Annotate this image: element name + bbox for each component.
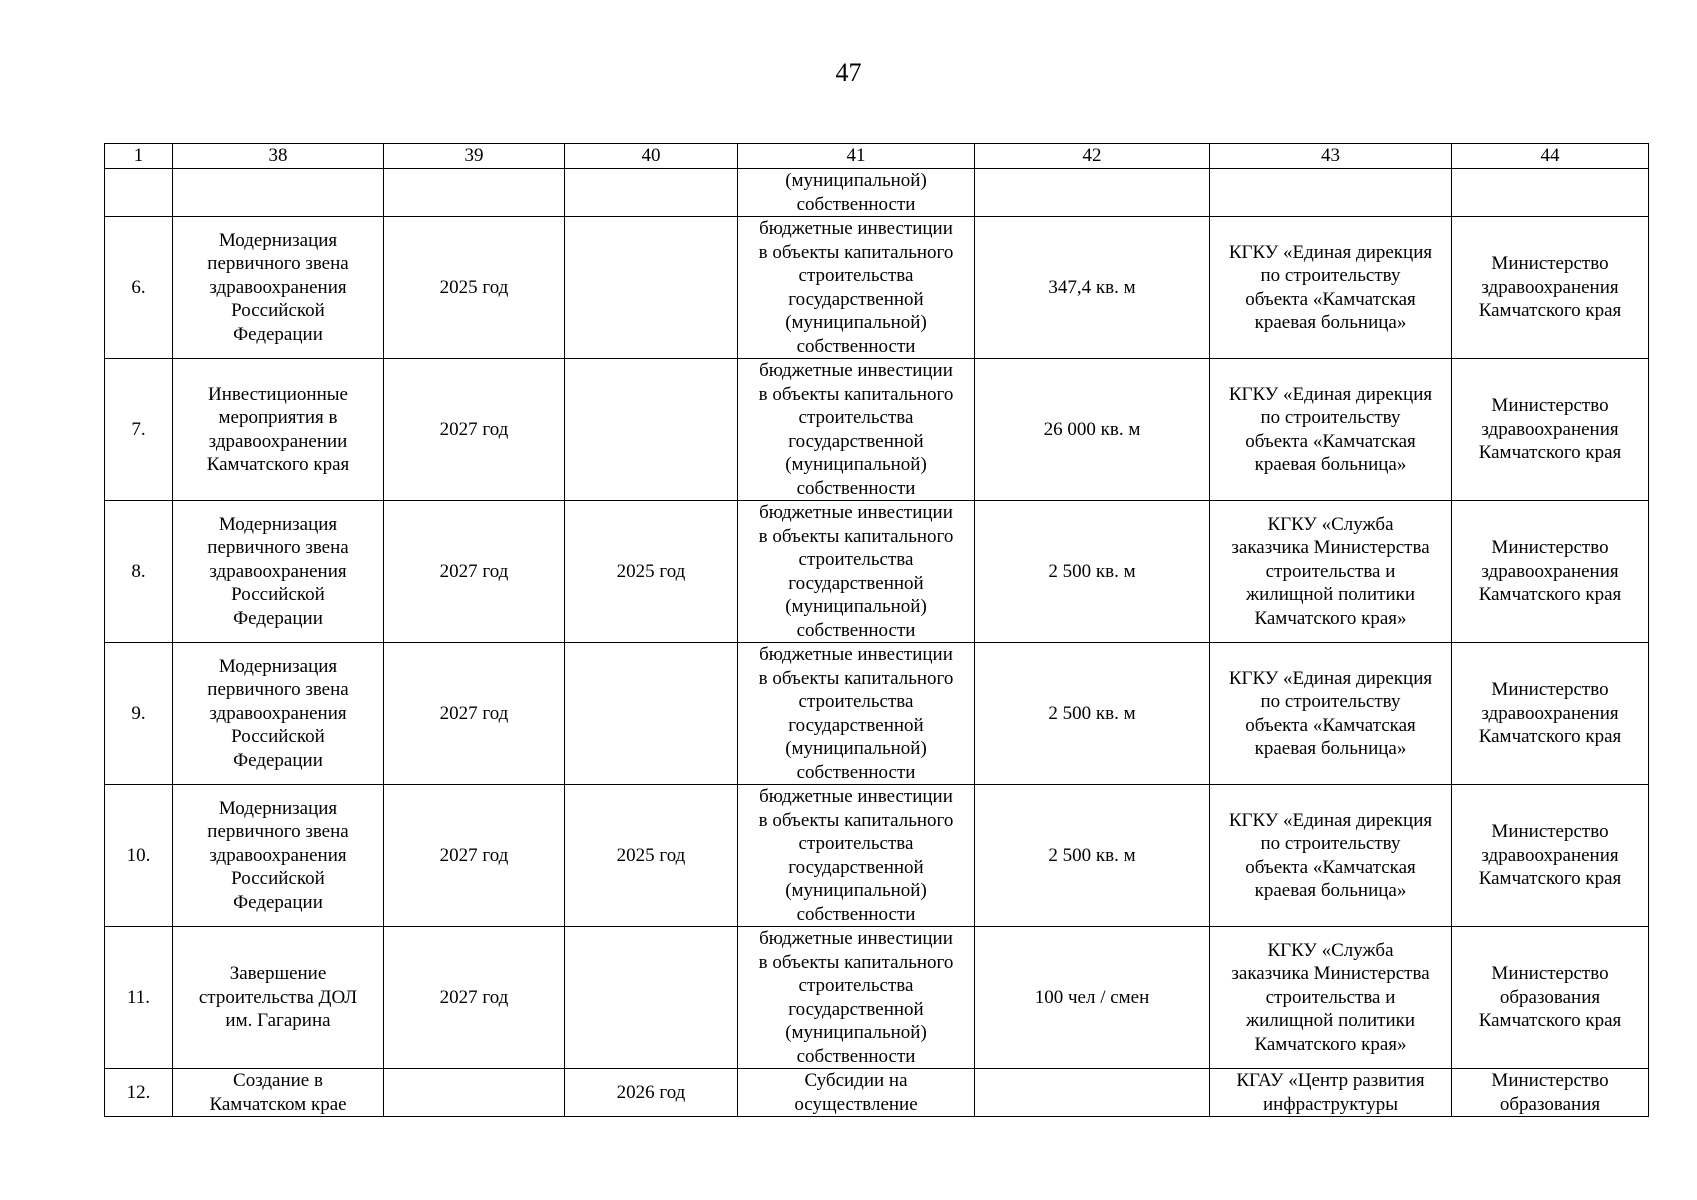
- table-cell: бюджетные инвестиции в объекты капитального строительства государственной (муниципальной) собственности: [738, 217, 975, 359]
- table-cell: Модернизация первичного звена здравоохранения Российской Федерации: [173, 217, 384, 359]
- table-row: [105, 927, 1649, 1069]
- table-cell: Создание в Камчатском крае: [173, 1069, 384, 1117]
- table-cell: Министерство образования Камчатского края: [1452, 927, 1649, 1069]
- table-cell: бюджетные инвестиции в объекты капитального строительства государственной (муниципальной) собственности: [738, 501, 975, 643]
- table-cell: 12.: [105, 1069, 173, 1117]
- table-cell: (муниципальной) собственности: [738, 169, 975, 217]
- table-cell: 2027 год: [384, 927, 565, 1069]
- header-row: [105, 144, 1649, 169]
- table-cell: 2026 год: [565, 1069, 738, 1117]
- table-row: [105, 169, 1649, 217]
- table-cell: 8.: [105, 501, 173, 643]
- table-cell: [384, 1069, 565, 1117]
- table-cell: Инвестиционные мероприятия в здравоохранении Камчатского края: [173, 359, 384, 501]
- table-cell: бюджетные инвестиции в объекты капитального строительства государственной (муниципальной) собственности: [738, 785, 975, 927]
- table-cell: [384, 169, 565, 217]
- table-cell: Министерство здравоохранения Камчатского края: [1452, 359, 1649, 501]
- table-cell: 6.: [105, 217, 173, 359]
- table-cell: КГКУ «Служба заказчика Министерства строительства и жилищной политики Камчатского края»: [1210, 501, 1452, 643]
- table-cell: 2025 год: [384, 217, 565, 359]
- table-cell: [1210, 169, 1452, 217]
- table-cell: Модернизация первичного звена здравоохранения Российской Федерации: [173, 785, 384, 927]
- table-cell: КГКУ «Единая дирекция по строительству объекта «Камчатская краевая больница»: [1210, 643, 1452, 785]
- table-cell: 2025 год: [565, 785, 738, 927]
- table-cell: КГКУ «Единая дирекция по строительству объекта «Камчатская краевая больница»: [1210, 785, 1452, 927]
- table-cell: 2 500 кв. м: [975, 501, 1210, 643]
- table-cell: Министерство здравоохранения Камчатского края: [1452, 643, 1649, 785]
- data-table: [104, 143, 1649, 1117]
- table-cell: КГАУ «Центр развития инфраструктуры: [1210, 1069, 1452, 1117]
- table-row: [105, 643, 1649, 785]
- table-row: [105, 785, 1649, 927]
- table-row: [105, 1069, 1649, 1117]
- table-cell: [173, 169, 384, 217]
- table-row: [105, 359, 1649, 501]
- table-cell: 10.: [105, 785, 173, 927]
- table-cell: бюджетные инвестиции в объекты капитального строительства государственной (муниципальной) собственности: [738, 927, 975, 1069]
- table-cell: [1452, 169, 1649, 217]
- table-cell: [565, 643, 738, 785]
- table-cell: Модернизация первичного звена здравоохранения Российской Федерации: [173, 501, 384, 643]
- table-cell: Завершение строительства ДОЛ им. Гагарина: [173, 927, 384, 1069]
- table-cell: 26 000 кв. м: [975, 359, 1210, 501]
- header-cell: 39: [384, 144, 565, 169]
- table-cell: 9.: [105, 643, 173, 785]
- table-cell: 347,4 кв. м: [975, 217, 1210, 359]
- table-cell: бюджетные инвестиции в объекты капитального строительства государственной (муниципальной) собственности: [738, 359, 975, 501]
- table-cell: КГКУ «Единая дирекция по строительству объекта «Камчатская краевая больница»: [1210, 217, 1452, 359]
- table-cell: Модернизация первичного звена здравоохранения Российской Федерации: [173, 643, 384, 785]
- table-cell: 2025 год: [565, 501, 738, 643]
- table-cell: 2027 год: [384, 501, 565, 643]
- header-cell: 43: [1210, 144, 1452, 169]
- table-cell: Министерство здравоохранения Камчатского края: [1452, 217, 1649, 359]
- header-cell: 44: [1452, 144, 1649, 169]
- table-cell: Министерство здравоохранения Камчатского края: [1452, 501, 1649, 643]
- table-cell: [565, 169, 738, 217]
- header-cell: 40: [565, 144, 738, 169]
- page-number: 47: [835, 58, 862, 87]
- table-cell: 2 500 кв. м: [975, 785, 1210, 927]
- table-cell: [565, 927, 738, 1069]
- table-cell: 7.: [105, 359, 173, 501]
- table-cell: Субсидии на осуществление: [738, 1069, 975, 1117]
- table-cell: КГКУ «Служба заказчика Министерства строительства и жилищной политики Камчатского края»: [1210, 927, 1452, 1069]
- table-row: [105, 501, 1649, 643]
- table-cell: бюджетные инвестиции в объекты капитального строительства государственной (муниципальной) собственности: [738, 643, 975, 785]
- header-cell: 41: [738, 144, 975, 169]
- table-cell: 2027 год: [384, 359, 565, 501]
- table-cell: [975, 1069, 1210, 1117]
- table-cell: Министерство здравоохранения Камчатского края: [1452, 785, 1649, 927]
- table-cell: Министерство образования: [1452, 1069, 1649, 1117]
- table-cell: 11.: [105, 927, 173, 1069]
- header-cell: 38: [173, 144, 384, 169]
- table-cell: 2 500 кв. м: [975, 643, 1210, 785]
- table-cell: [975, 169, 1210, 217]
- table-cell: [565, 217, 738, 359]
- table-cell: 2027 год: [384, 785, 565, 927]
- header-cell: 1: [105, 144, 173, 169]
- header-cell: 42: [975, 144, 1210, 169]
- table-cell: [565, 359, 738, 501]
- table-row: [105, 217, 1649, 359]
- table-cell: [105, 169, 173, 217]
- table-cell: 100 чел / смен: [975, 927, 1210, 1069]
- table-cell: КГКУ «Единая дирекция по строительству объекта «Камчатская краевая больница»: [1210, 359, 1452, 501]
- table-cell: 2027 год: [384, 643, 565, 785]
